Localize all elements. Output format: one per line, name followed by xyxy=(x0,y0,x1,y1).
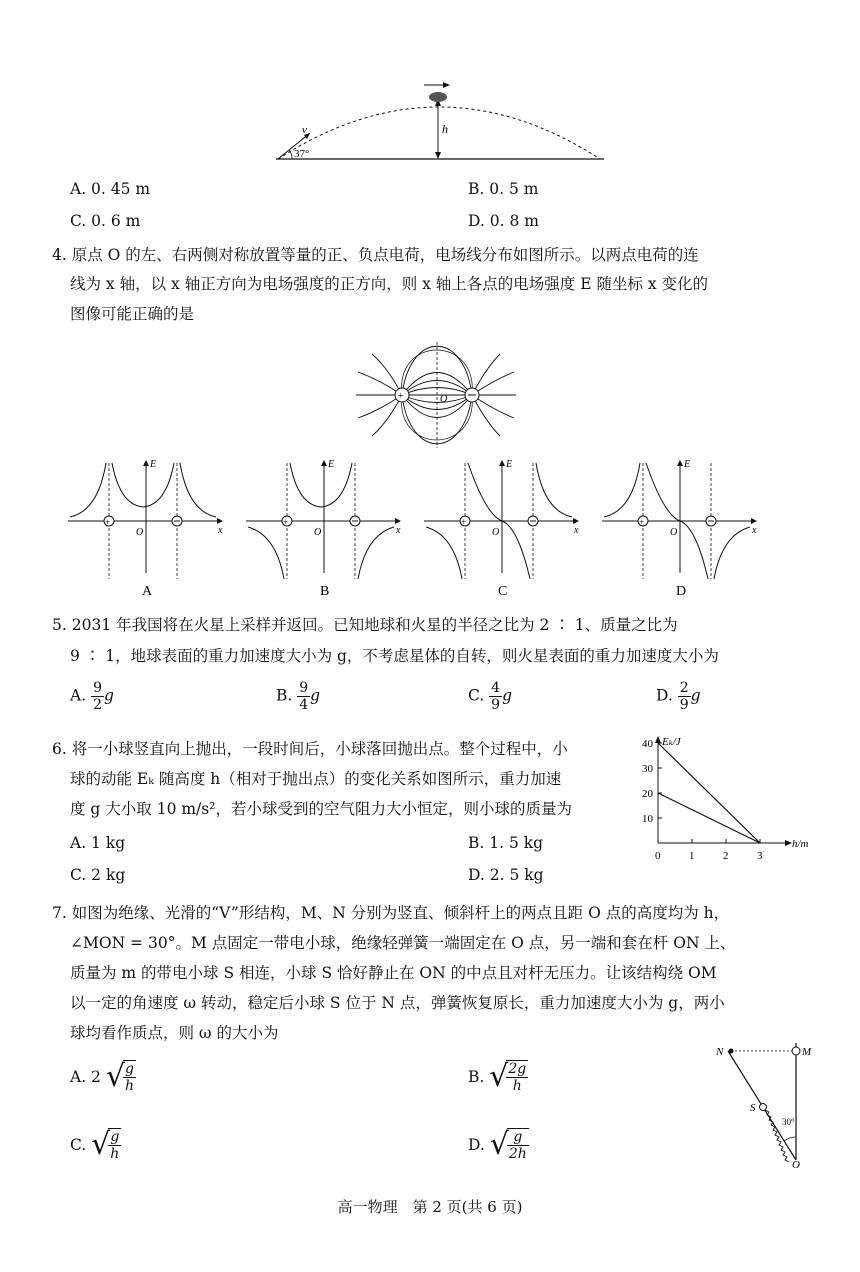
x-tick-label: 3 xyxy=(757,850,763,862)
x-tick-label: 2 xyxy=(723,850,729,862)
y-tick-label: 10 xyxy=(642,813,653,825)
axis-x-label: x xyxy=(574,525,579,536)
q3-option-c: C. 0. 6 m xyxy=(70,212,141,230)
x-axis-label: h/m xyxy=(792,838,809,850)
label-o: O xyxy=(792,1159,800,1170)
y-axis-arrow xyxy=(655,736,661,743)
svg-text:+: + xyxy=(283,517,289,527)
q4-text-line1: 4. 原点 O 的左、右两侧对称放置等量的正、负点电荷，电场线分布如图所示。以两点电荷的连 xyxy=(52,246,699,264)
y-tick-label: 30 xyxy=(642,763,653,775)
q6-text-line2: 球的动能 Eₖ 随高度 h（相对于抛出点）的变化关系如图所示，重力加速 xyxy=(70,770,562,788)
x-tick-label: 1 xyxy=(689,850,695,862)
series-line-2 xyxy=(658,793,760,843)
origin-label: O xyxy=(492,527,500,538)
q6-option-d: D. 2. 5 kg xyxy=(468,866,544,884)
q7-text-line3: 质量为 m 的带电小球 S 相连，小球 S 恰好静止在 ON 的中点且对杆无压力。让该结构绕 OM xyxy=(70,964,717,982)
q7-text-line4: 以一定的角速度 ω 转动，稳定后小球 S 位于 N 点，弹簧恢复原长，重力加速度大小为 g，两小 xyxy=(70,994,725,1012)
graph-d xyxy=(602,461,756,579)
graph-label-a: A xyxy=(142,584,153,599)
height-label: h xyxy=(442,122,448,136)
svg-text:+: + xyxy=(105,517,111,527)
y-tick-label: 20 xyxy=(642,788,653,800)
v-structure-figure xyxy=(708,1035,818,1170)
label-angle: 30° xyxy=(782,1117,795,1127)
q6-text-line1: 6. 将一小球竖直向上抛出，一段时间后，小球落回抛出点。整个过程中，小 xyxy=(52,740,568,758)
axis-e-label: E xyxy=(328,459,335,470)
x-axis-arrow xyxy=(785,840,792,846)
q7-text-line5: 球均看作质点，则 ω 的大小为 xyxy=(70,1024,279,1042)
page-footer: 高一物理 第 2 页(共 6 页) xyxy=(337,1198,523,1216)
q5-option-d: D. $\frac{2}{9}$ g xyxy=(656,680,701,713)
graph-label-d: D xyxy=(676,584,687,599)
axis-x-label: x xyxy=(218,525,223,536)
q4-text-line3: 图像可能正确的是 xyxy=(70,305,195,323)
label-s: S xyxy=(750,1102,756,1114)
q3-option-a: A. 0. 45 m xyxy=(70,180,151,198)
origin-label: O xyxy=(314,527,322,538)
q7-option-c: C. √ $\frac{g}{h}$ xyxy=(70,1127,120,1162)
svg-text:+: + xyxy=(639,517,645,527)
graph-label-c: C xyxy=(498,584,508,599)
q3-option-d: D. 0. 8 m xyxy=(468,212,539,230)
origin-label: O xyxy=(670,527,678,538)
q7-option-a: A. 2 √ $\frac{g}{h}$ xyxy=(70,1059,134,1094)
q4-text-line2: 线为 x 轴，以 x 轴正方向为电场强度的正方向，则 x 轴上各点的电场强度 E 随坐标 x 变化的 xyxy=(70,275,709,293)
q5-option-a: A. $\frac{9}{2}$ g xyxy=(70,680,114,713)
e-x-graphs xyxy=(60,455,770,605)
y-tick-label: 40 xyxy=(642,738,653,750)
q7-option-b: B. √ $\frac{2g}{h}$ xyxy=(468,1059,527,1094)
q5-option-c: C. $\frac{4}{9}$ g xyxy=(468,680,513,713)
axis-e-label: E xyxy=(684,459,691,470)
graph-b xyxy=(246,461,400,579)
graph-label-b: B xyxy=(320,584,330,599)
projectile-figure xyxy=(270,75,610,167)
field-origin-label: O xyxy=(440,394,448,405)
series-line-1 xyxy=(658,743,760,843)
q3-option-b: B. 0. 5 m xyxy=(468,180,539,198)
q7-option-d: D. √ $\frac{g}{2h}$ xyxy=(468,1127,527,1162)
q7-text-line1: 7. 如图为绝缘、光滑的“V”形结构，M、N 分别为竖直、倾斜杆上的两点且距 O 点的高度均为 h， xyxy=(52,904,730,922)
q6-text-line3: 度 g 大小取 10 m/s²，若小球受到的空气阻力大小恒定，则小球的质量为 xyxy=(70,800,572,818)
axis-x-label: x xyxy=(752,525,757,536)
axis-e-label: E xyxy=(150,459,157,470)
label-m: M xyxy=(802,1046,812,1058)
axis-e-label: E xyxy=(506,459,513,470)
q6-option-c: C. 2 kg xyxy=(70,866,126,884)
field-lines-figure xyxy=(350,340,520,450)
q5-option-b: B. $\frac{9}{4}$ g xyxy=(276,680,321,713)
graph-a xyxy=(68,461,222,579)
svg-text:+: + xyxy=(461,517,467,527)
q5-text-line2: 9 ∶ 1，地球表面的重力加速度大小为 g，不考虑星体的自转，则火星表面的重力加速度大小为 xyxy=(70,647,719,665)
label-n: N xyxy=(716,1046,724,1058)
svg-text:+: + xyxy=(398,391,404,402)
y-axis-label: Eₖ/J xyxy=(662,736,681,748)
x-tick-label: 0 xyxy=(655,850,661,862)
q6-option-a: A. 1 kg xyxy=(70,834,126,852)
ek-h-chart xyxy=(640,735,820,865)
q5-text-line1: 5. 2031 年我国将在火星上采样并返回。已知地球和火星的半径之比为 2 ∶ 1、质量之比为 xyxy=(52,616,678,634)
graph-c xyxy=(424,461,578,579)
axis-x-label: x xyxy=(396,525,401,536)
origin-label: O xyxy=(136,527,144,538)
angle-label: 37° xyxy=(294,148,310,160)
q6-option-b: B. 1. 5 kg xyxy=(468,834,544,852)
velocity-label: v xyxy=(302,124,307,136)
q7-text-line2: ∠MON = 30°。M 点固定一带电小球，绝缘轻弹簧一端固定在 O 点，另一端和套在杆 ON 上、 xyxy=(70,934,736,952)
